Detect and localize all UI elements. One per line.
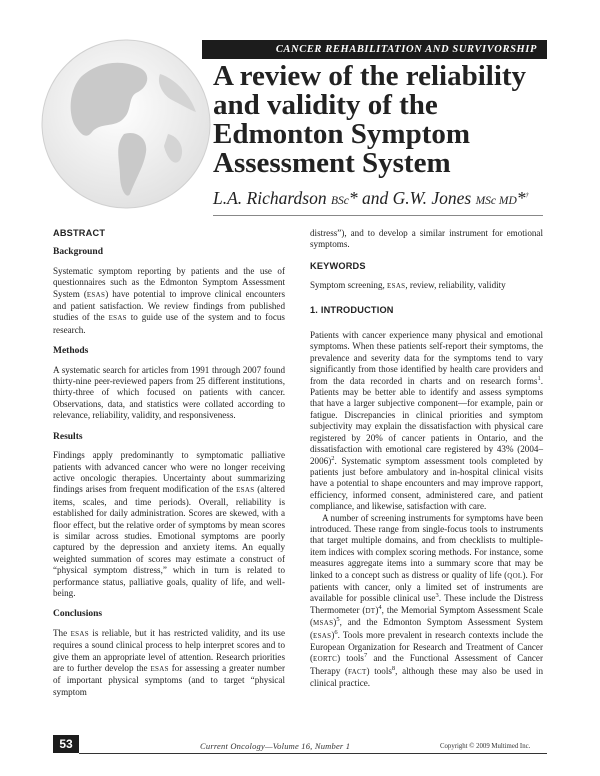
keywords-heading: KEYWORDS <box>310 260 366 271</box>
author-line <box>213 188 529 209</box>
affiliation-mark: * <box>516 188 526 208</box>
background-paragraph: Systematic symptom reporting by patients and the use of questionnaires such as the Edmonton Symptom Assessment System (ESAS) have potential to improve clinical encounters and patient satisfaction. We review findings from published studies of the ESAS to guide use of the system and to focus research. <box>53 265 285 335</box>
methods-paragraph: A systematic search for articles from 1991 through 2007 found thirty-nine peer-reviewed papers from 25 different institutions, thirty-three of which focused on patients with cancer. Observations, data, and statistics were collated according to relevance, reliability, validity, and responsiveness. <box>53 364 285 421</box>
author-name: L.A. Richardson <box>213 188 327 208</box>
title-divider <box>213 215 543 216</box>
body-column <box>310 228 543 690</box>
author-joiner: and <box>361 188 389 208</box>
title-line: A review of the reliability <box>213 60 527 92</box>
author-degree: MSc MD <box>475 195 517 207</box>
title-line: and validity of the <box>213 89 438 121</box>
journal-citation: Current Oncology—Volume 16, Number 1 <box>200 741 351 751</box>
keywords-text: Symptom screening, ESAS, review, reliability, validity <box>310 280 506 291</box>
abstract-column <box>53 228 285 698</box>
affiliation-dagger: † <box>525 192 529 200</box>
section-label: CANCER REHABILITATION AND SURVIVORSHIP <box>275 44 537 55</box>
copyright-notice: Copyright © 2009 Multimed Inc. <box>440 743 531 750</box>
author-degree: BSc <box>330 195 349 207</box>
intro-paragraph: A number of screening instruments for symptoms have been introduced. These range from single-focus tools to instruments that target multiple domains, and from checklists to multiple-item indices with complex scoring methods. For instance, some measures aggregate items into a summary score that may be linked to a concept such as distress or quality of life (QOL). For patients with cancer, only a limited set of instruments are available for possible clinical use$^3$. These include the Distress Thermometer (DT)$^4$, the Memorial Symptom Assessment Scale (MSAS)$^5$, and the Edmonton Symptom Assessment System (ESAS)$^6$. Tools more prevalent in research contexts include the European Organization for Research and Treatment of Cancer (EORTC) tools$^7$ and the Functional Assessment of Cancer Therapy (FACT) tools$^8$, although these may also be used in clinical practice. <box>310 512 543 689</box>
conclusions-continued: distress”), and to develop a similar instrument for emotional symptoms. <box>310 228 543 250</box>
methods-heading: Methods <box>53 346 89 357</box>
abstract-heading: ABSTRACT <box>53 228 106 238</box>
globe-graphic <box>40 38 212 210</box>
author-name: G.W. Jones <box>392 188 472 208</box>
title-line: Assessment System <box>213 147 451 179</box>
background-heading: Background <box>53 247 103 258</box>
conclusions-paragraph: The ESAS is reliable, but it has restricted validity, and its use requires a sound clinical process to help interpret scores and to give them an appropriate level of attention. Research priorities are to further develop the ESAS for assessing a greater number of important physical symptoms (and to target “physical symptom <box>53 627 285 697</box>
results-heading: Results <box>53 431 83 442</box>
page-number: 53 <box>53 735 79 753</box>
introduction-heading: 1. INTRODUCTION <box>310 304 394 315</box>
title-line: Edmonton Symptom <box>213 118 471 150</box>
article-title <box>213 62 543 178</box>
conclusions-heading: Conclusions <box>53 609 103 620</box>
footer-divider <box>79 753 547 754</box>
results-paragraph: Findings apply predominantly to symptomatic palliative patients with advanced cancer who were no longer receiving active oncologic therapies. Uncertainty about summarizing findings arises from frequent modification of the ESAS (altered items, scales, and time periods). Overall, reliability is established for daily administration. Scores are skewed, with a floor effect, but the relative order of symptoms by mean scores is similar across studies. Emotional symptoms are poorly captured by the depression and anxiety items. An equally weighted summation of scores may estimate a construct of “physical symptom distress,” which in turn is related to performance status, palliative goals, quality of life, and well-being. <box>53 450 285 598</box>
section-banner <box>202 40 547 59</box>
affiliation-mark: * <box>348 188 358 208</box>
intro-paragraph: Patients with cancer experience many physical and emotional symptoms. When these patients self-report their symptoms, the prevalence and severity data for the symptoms tend to vary significantly from those identified by health care providers and from the data recorded in charts and on research forms$^1$. Patients may be better able to identify and assess symptoms that have a larger subjective component—for example, pain or fatigue. Discrepancies in clinical priorities and symptom subjectivity may explain the dissatisfaction with physical care registered by 20% of cancer patients in Ontario, and the dissatisfaction with emotional care registered by 43% (2004–2006)$^2$. Systematic symptom assessment tools completed by patients just before ambulatory and in-hospital clinical visits have a potential to shape encounters and may improve rapport, efficiency, informed consent, administered care, and patient compliance, and likewise, satisfaction with care. <box>310 330 543 512</box>
